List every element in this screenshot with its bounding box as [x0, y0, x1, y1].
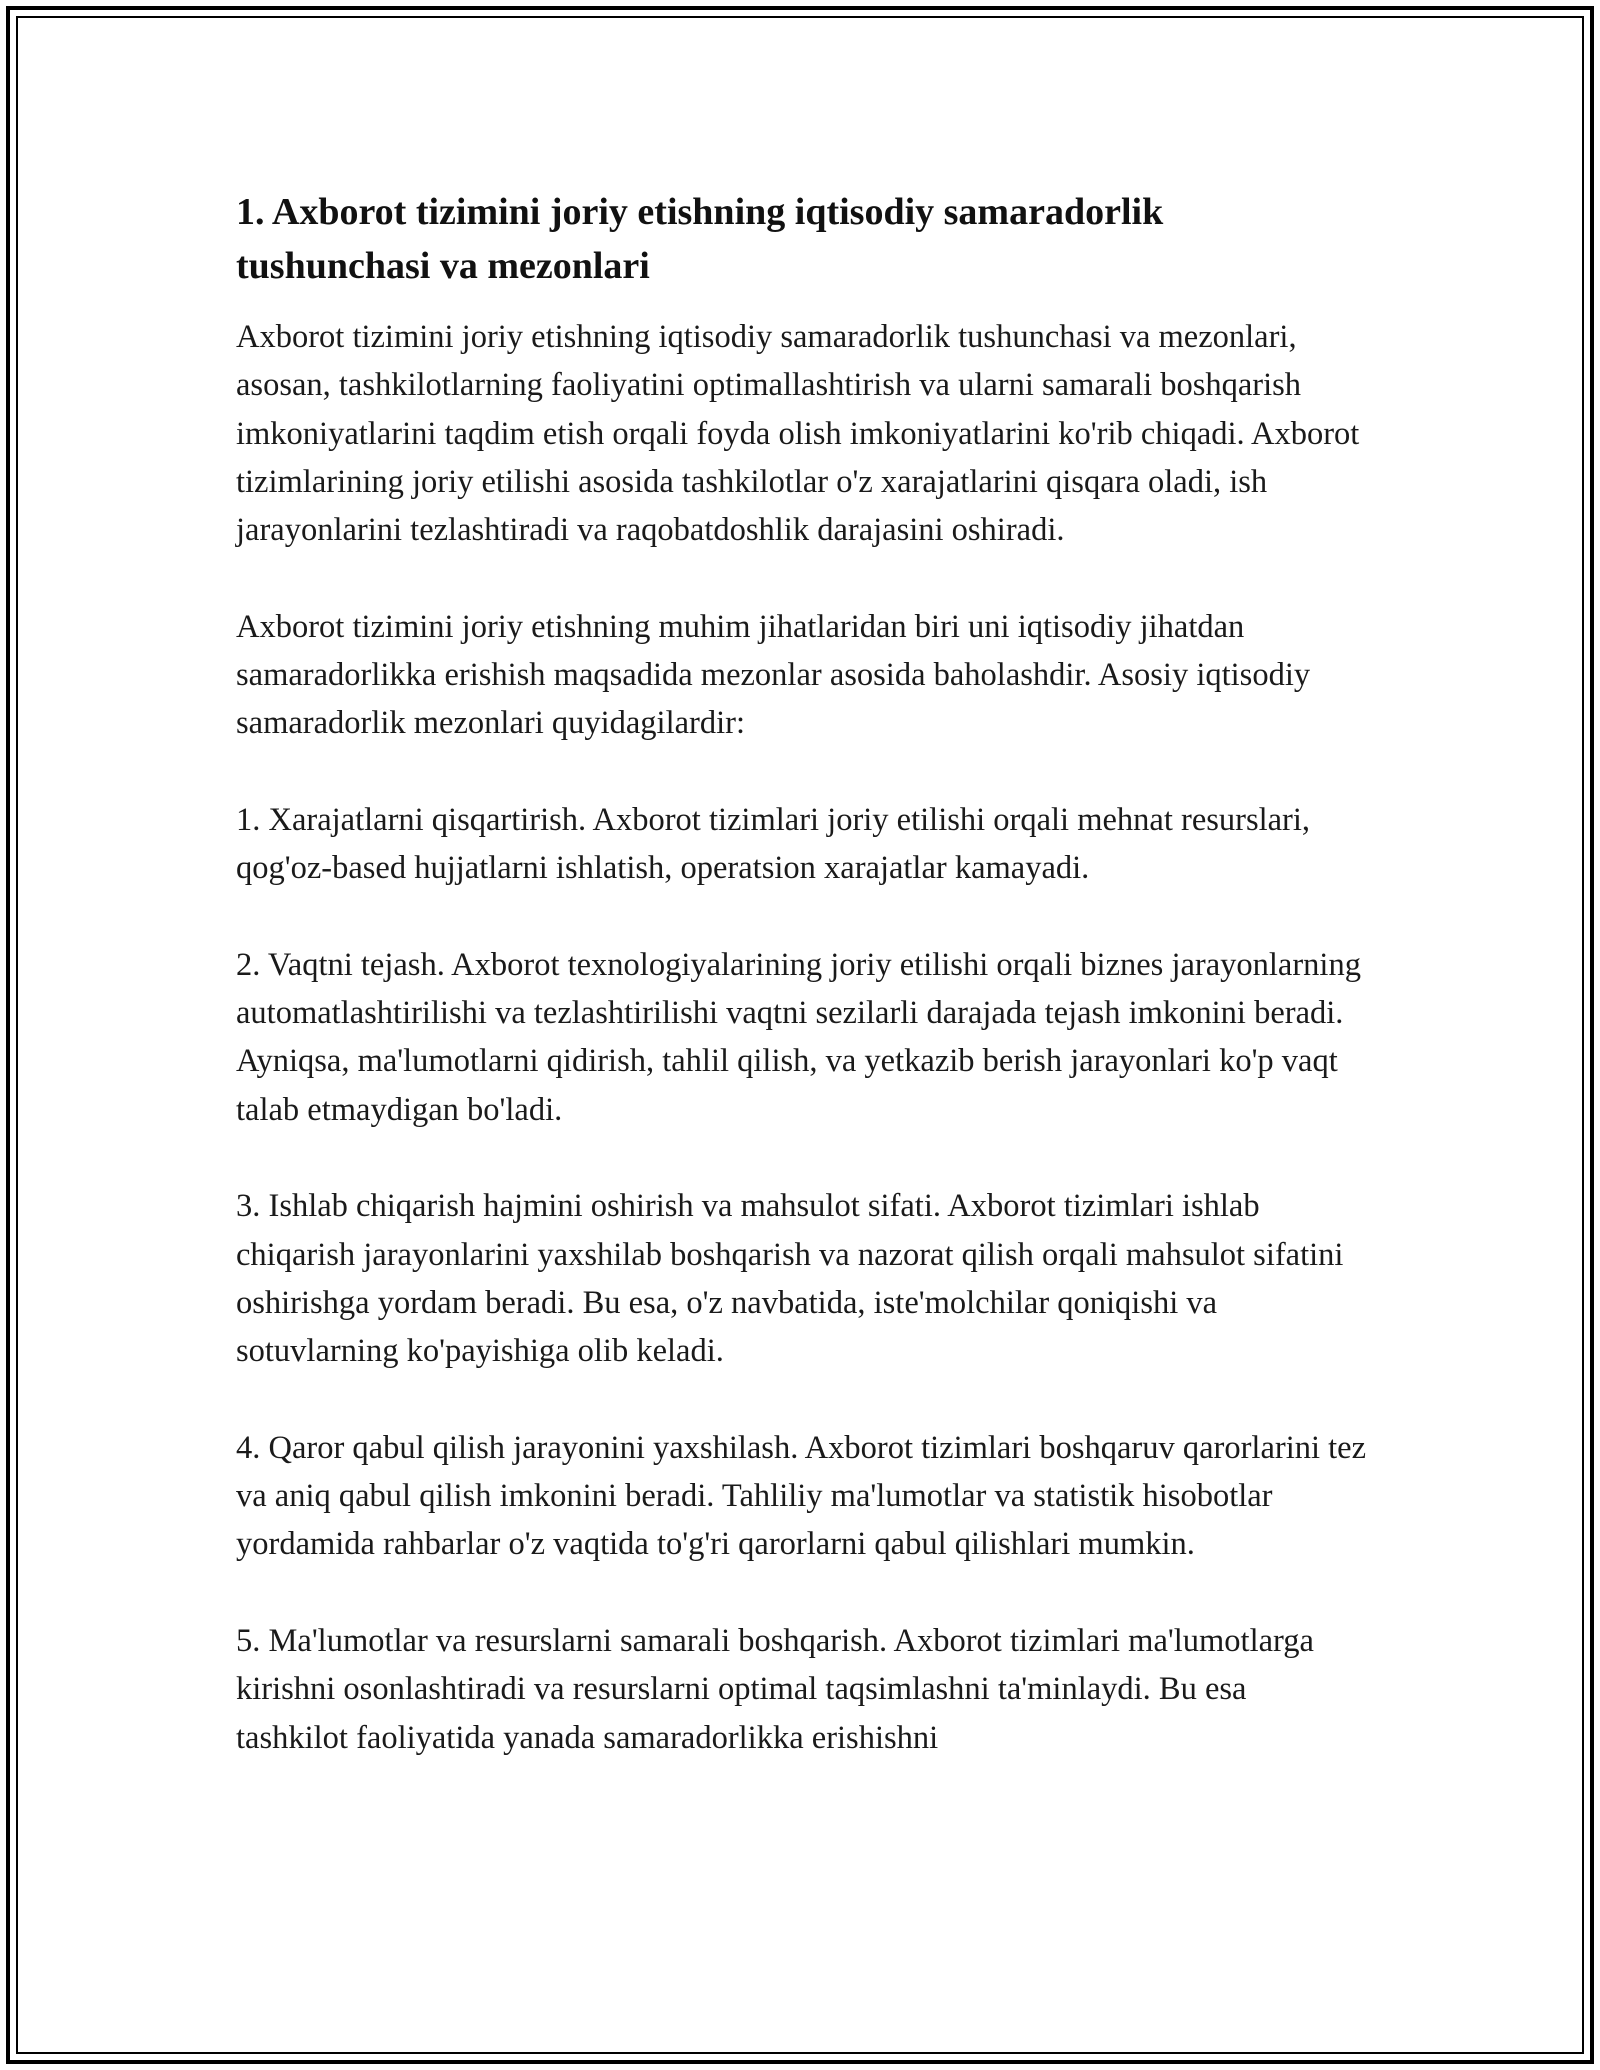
paragraph-intro: Axborot tizimini joriy etishning iqtisodiy samaradorlik tushunchasi va mezonlari, asosan, tashkilotlarning faoliyatini optimallashtirish va ularni samarali boshqarish imkoniyatlarini taqdim etish orqali foyda olish imkoniyatlarini ko'rib chiqadi. Axborot tizimlarining joriy etilishi asosida tashkilotlar o'z xarajatlarini qisqara oladi, ish jarayonlarini tezlashtiradi va raqobatdoshlik darajasini oshiradi. — [236, 319, 1360, 549]
list-item-decision-making: 4. Qaror qabul qilish jarayonini yaxshilash. Axborot tizimlari boshqaruv qarorlarini tez va aniq qabul qilish imkonini beradi. Tahliliy ma'lumotlar va statistik hisobotlar yordamida rahbarlar o'z vaqtida to'g'ri qarorlarni qabul qilishlari mumkin. — [236, 1429, 1367, 1563]
list-item-resource-management: 5. Ma'lumotlar va resurslarni samarali boshqarish. Axborot tizimlari ma'lumotlarga kirishni osonlashtiradi va resurslarni optimal taqsimlashni ta'minlaydi. Bu esa tashkilot faoliyatida yanada samaradorlikka erishishni — [236, 1623, 1314, 1756]
document-body — [236, 185, 1366, 1810]
document-title: 1. Axborot tizimini joriy etishning iqtisodiy samaradorlik tushunchasi va mezonlari — [236, 191, 1164, 287]
paragraph-criteria-intro: Axborot tizimini joriy etishning muhim jihatlaridan biri uni iqtisodiy jihatdan samaradorlikka erishish maqsadida mezonlar asosida baholashdir. Asosiy iqtisodiy samaradorlik mezonlari quyidagilardir: — [236, 608, 1311, 742]
list-item-production-quality: 3. Ishlab chiqarish hajmini oshirish va mahsulot sifati. Axborot tizimlari ishlab chiqarish jarayonlarini yaxshilab boshqarish va nazorat qilish orqali mahsulot sifatini oshirishga yordam beradi. Bu esa, o'z navbatida, iste'molchilar qoniqishi va sotuvlarning ko'payishiga olib keladi. — [236, 1188, 1344, 1370]
list-item-cost-reduction: 1. Xarajatlarni qisqartirish. Axborot tizimlari joriy etilishi orqali mehnat resurslari, qog'oz-based hujjatlarni ishlatish, operatsion xarajatlar kamayadi. — [236, 801, 1311, 887]
list-item-time-saving: 2. Vaqtni tejash. Axborot texnologiyalarining joriy etilishi orqali biznes jarayonlarning automatlashtirilishi va tezlashtirilishi vaqtni sezilarli darajada tejash imkonini beradi. Ayniqsa, ma'lumotlarni qidirish, tahlil qilish, va yetkazib berish jarayonlari ko'p vaqt talab etmaydigan bo'ladi. — [236, 946, 1361, 1128]
